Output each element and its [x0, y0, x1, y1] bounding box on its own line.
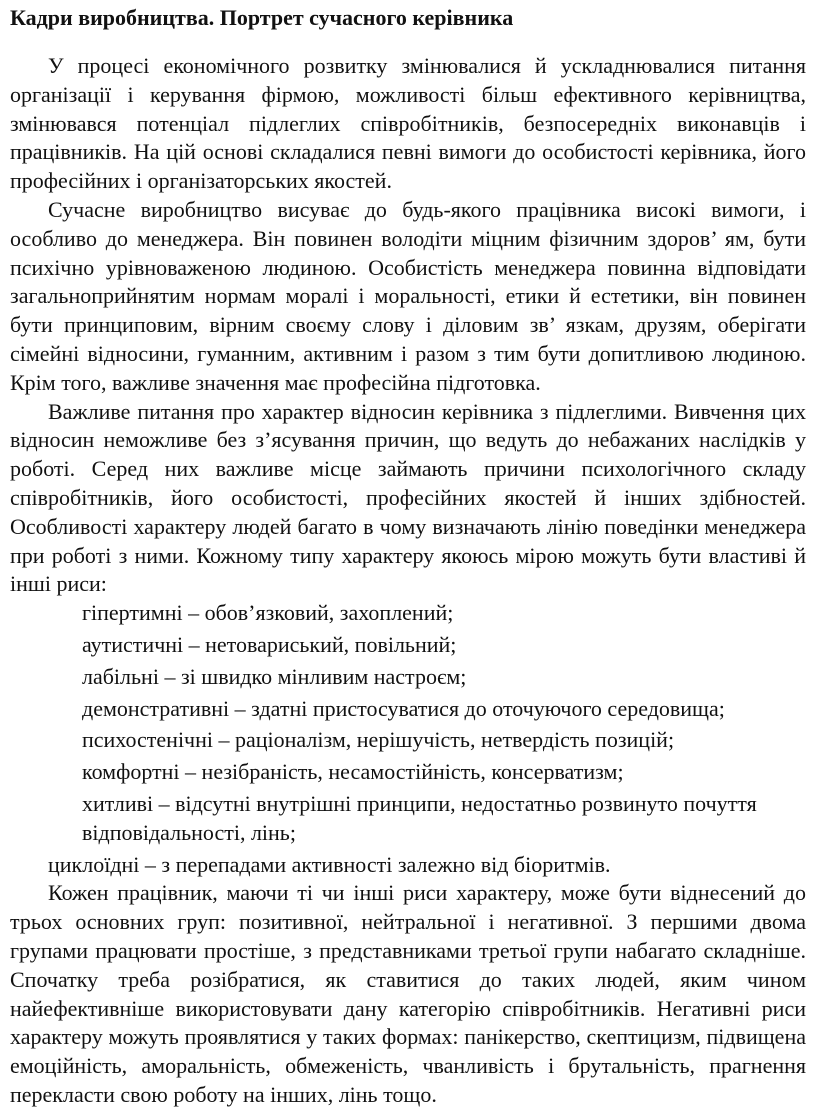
list-item: психостенічні – раціоналізм, нерішучість, нетвердість позицій; [82, 727, 675, 753]
character-traits-list [10, 599, 806, 847]
paragraph-relations: Важливе питання про характер відносин керівника з підлеглими. Вивчення цих відносин неможливе без з’ясування причин, що ведуть до небажаних наслідків у роботі. Серед них важливе місце займають причини психологічного складу співробітників, його особистості, професійних якостей й інших здібностей. Особливості характеру людей багато в чому визначають лінію поведінки менеджера при роботі з ними. Кожному типу характеру якоюсь мірою можуть бути властиві й інші риси: [10, 398, 806, 597]
list-item: лабільні – зі швидко мінливим настроєм; [82, 663, 467, 689]
trait-cycloid: циклоїдні – з перепадами активності залежно від біоритмів. [48, 851, 611, 877]
document-title: Кадри виробництва. Портрет сучасного керівника [10, 5, 514, 30]
list-item: комфортні – незібраність, несамостійність, консерватизм; [82, 759, 624, 785]
list-item: хитливі – відсутні внутрішні принципи, недостатньо розвинуто почуття відповідальності, лінь; [82, 790, 757, 845]
paragraph-requirements: Сучасне виробництво висуває до будь-якого працівника високі вимоги, і особливо до менеджера. Він повинен володіти міцним фізичним здоров’ ям, бути психічно урівноваженою людиною. Особистість менеджера повинна відповідати загальноприйнятим нормам моралі і моральності, етики й естетики, він повинен бути принциповим, вірним своєму слову і діловим зв’ язкам, друзям, оберігати сімейні відносини, гуманним, активним і разом з тим бути допитливою людиною. Крім того, важливе значення має професійна підготовка. [10, 196, 806, 395]
list-item: гіпертимні – обов’язковий, захоплений; [82, 600, 454, 626]
paragraph-intro: У процесі економічного розвитку змінювалися й ускладнювалися питання організації і керування фірмою, можливості більш ефективного керівництва, змінювався потенціал підлеглих співробітників, безпосередніх виконавців і працівників. На цій основі складалися певні вимоги до особистості керівника, його професійних і організаторських якостей. [10, 53, 806, 194]
list-item: аутистичні – нетовариський, повільний; [82, 631, 457, 657]
list-item: демонстративні – здатні пристосуватися до оточуючого середовища; [82, 695, 725, 721]
paragraph-groups: Кожен працівник, маючи ті чи інші риси характеру, може бути віднесений до трьох основних груп: позитивної, нейтральної і негативної. З першими двома групами працювати простіше, з представниками третьої групи набагато складніше. Спочатку треба розібратися, як ставитися до таких людей, яким чином найефективніше використовувати дану категорію співробітників. Негативні риси характеру можуть проявлятися у таких формах: панікерство, скептицизм, підвищена емоційність, аморальність, обмеженість, чванливість і брутальність, прагнення перекласти свою роботу на інших, лінь тощо. [10, 880, 806, 1107]
